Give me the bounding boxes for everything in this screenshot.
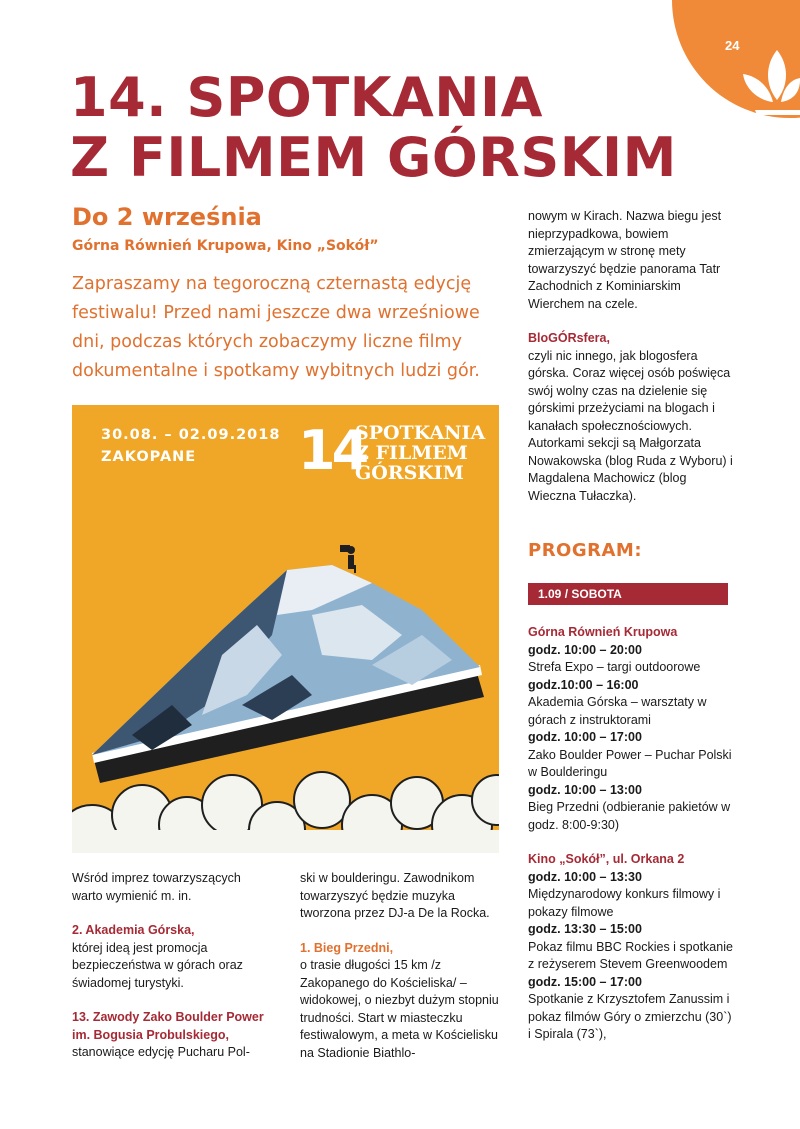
program-desc: Zako Boulder Power – Puchar Polski w Boulderingu (528, 747, 732, 779)
program-list (528, 624, 733, 1044)
event-venue: Górna Równień Krupowa, Kino „Sokół” (72, 238, 379, 254)
program-desc: Strefa Expo – targi outdoorowe (528, 660, 701, 674)
event-date: Do 2 września (72, 203, 262, 231)
mid-paragraph-1: ski w boulderingu. Zawodnikom towarzyszyć będzie muzyka tworzona przez DJ-a De la Rocka. (300, 871, 490, 920)
poster-logo-line-2: Z FILMEM (355, 442, 468, 464)
left-paragraph-3: stanowiące edycję Pucharu Pol- (72, 1045, 250, 1059)
program-time: godz.10:00 – 16:00 (528, 677, 639, 692)
program-desc: Międzynarodowy konkurs filmowy i pokazy filmowe (528, 887, 721, 919)
poster-logo-text (355, 423, 485, 483)
left-paragraph-1: Wśród imprez towarzyszących warto wymienić m. in. (72, 871, 241, 903)
program-desc: Akademia Górska – warsztaty w górach z instruktorami (528, 695, 707, 727)
column-middle (300, 870, 500, 1062)
intro-paragraph: Zapraszamy na tegoroczną czternastą edycję festiwalu! Przed nami jeszcze dwa wrześniowe dni, podczas których zobaczymy liczne filmy dokumentalne i spotkamy wybitnych ludzi gór. (72, 274, 480, 381)
poster-dates: 30.08. – 02.09.2018 (101, 427, 281, 443)
column-right (528, 208, 733, 505)
left-paragraph-2: której ideą jest promocja bezpieczeństwa w górach oraz świadomej turystyki. (72, 940, 243, 990)
poster-logo-line-3: GÓRSKIM (355, 462, 464, 484)
program-venue-2: Kino „Sokół”, ul. Orkana 2 (528, 852, 685, 866)
program-day-bar: 1.09 / SOBOTA (528, 583, 728, 605)
program-desc: Pokaz filmu BBC Rockies i spotkanie z reżyserem Stevem Greenwoodem (528, 939, 733, 971)
right-paragraph-2: czyli nic innego, jak blogosfera górska. Coraz więcej osób poświęca swój wolny czas na dzielenie się górskimi przeżyciami na blogach i kanałach społecznościowych. Autorkami sekcji są Małgorzata Nowakowska (blog Ruda z Wyboru) i Magdalena Machowicz (blog Wieczna Tułaczka). (528, 348, 733, 503)
mid-heading-bieg: 1. Bieg Przedni, (300, 940, 394, 955)
program-time: godz. 10:00 – 17:00 (528, 730, 642, 744)
program-time: godz. 13:30 – 15:00 (528, 922, 642, 936)
clouds-illustration (72, 772, 499, 853)
title-line-1: 14. SPOTKANIA (70, 66, 543, 129)
column-left (72, 870, 272, 1062)
program-time: godz. 10:00 – 13:30 (528, 869, 642, 884)
poster-logo-number: 14 (298, 419, 366, 482)
mid-paragraph-2: o trasie długości 15 km /z Zakopanego do Kościeliska/ – widokowej, o niezbyt dużym stopniu trudności. Start w miasteczku festiwalowym, a meta w Kościelisku na Stadionie Biathlo- (300, 958, 499, 1060)
poster-city: ZAKOPANE (101, 449, 197, 465)
climber-icon (340, 545, 356, 573)
festival-poster (72, 405, 499, 853)
page-title (70, 68, 677, 188)
left-heading-zawody: 13. Zawody Zako Boulder Power im. Bogusia Probulskiego, (72, 1010, 264, 1042)
program-time: godz. 10:00 – 20:00 (528, 642, 642, 657)
page-number: 24 (725, 38, 740, 53)
program-venue-1: Górna Równień Krupowa (528, 625, 678, 639)
right-heading-blogorsfera: BloGÓRsfera, (528, 331, 610, 345)
program-desc: Spotkanie z Krzysztofem Zanussim i pokaz filmów Góry o zmierzchu (30`) i Spirala (73`), (528, 992, 732, 1041)
program-time: godz. 15:00 – 17:00 (528, 974, 642, 989)
right-paragraph-1: nowym w Kirach. Nazwa biegu jest nieprzypadkowa, bowiem zmierzającym w stronę mety towarzyszyć będzie panorama Tatr Zachodnich z Kominiarskim Wierchem na czele. (528, 209, 722, 311)
left-heading-akademia: 2. Akademia Górska, (72, 923, 195, 937)
title-line-2: Z FILMEM GÓRSKIM (70, 126, 677, 189)
corner-decoration (665, 0, 800, 125)
poster-logo-line-1: SPOTKANIA (355, 422, 486, 444)
program-title: PROGRAM: (528, 540, 643, 561)
program-time: godz. 10:00 – 13:00 (528, 782, 642, 797)
program-desc: Bieg Przedni (odbieranie pakietów w godz. 8:00-9:30) (528, 800, 731, 832)
